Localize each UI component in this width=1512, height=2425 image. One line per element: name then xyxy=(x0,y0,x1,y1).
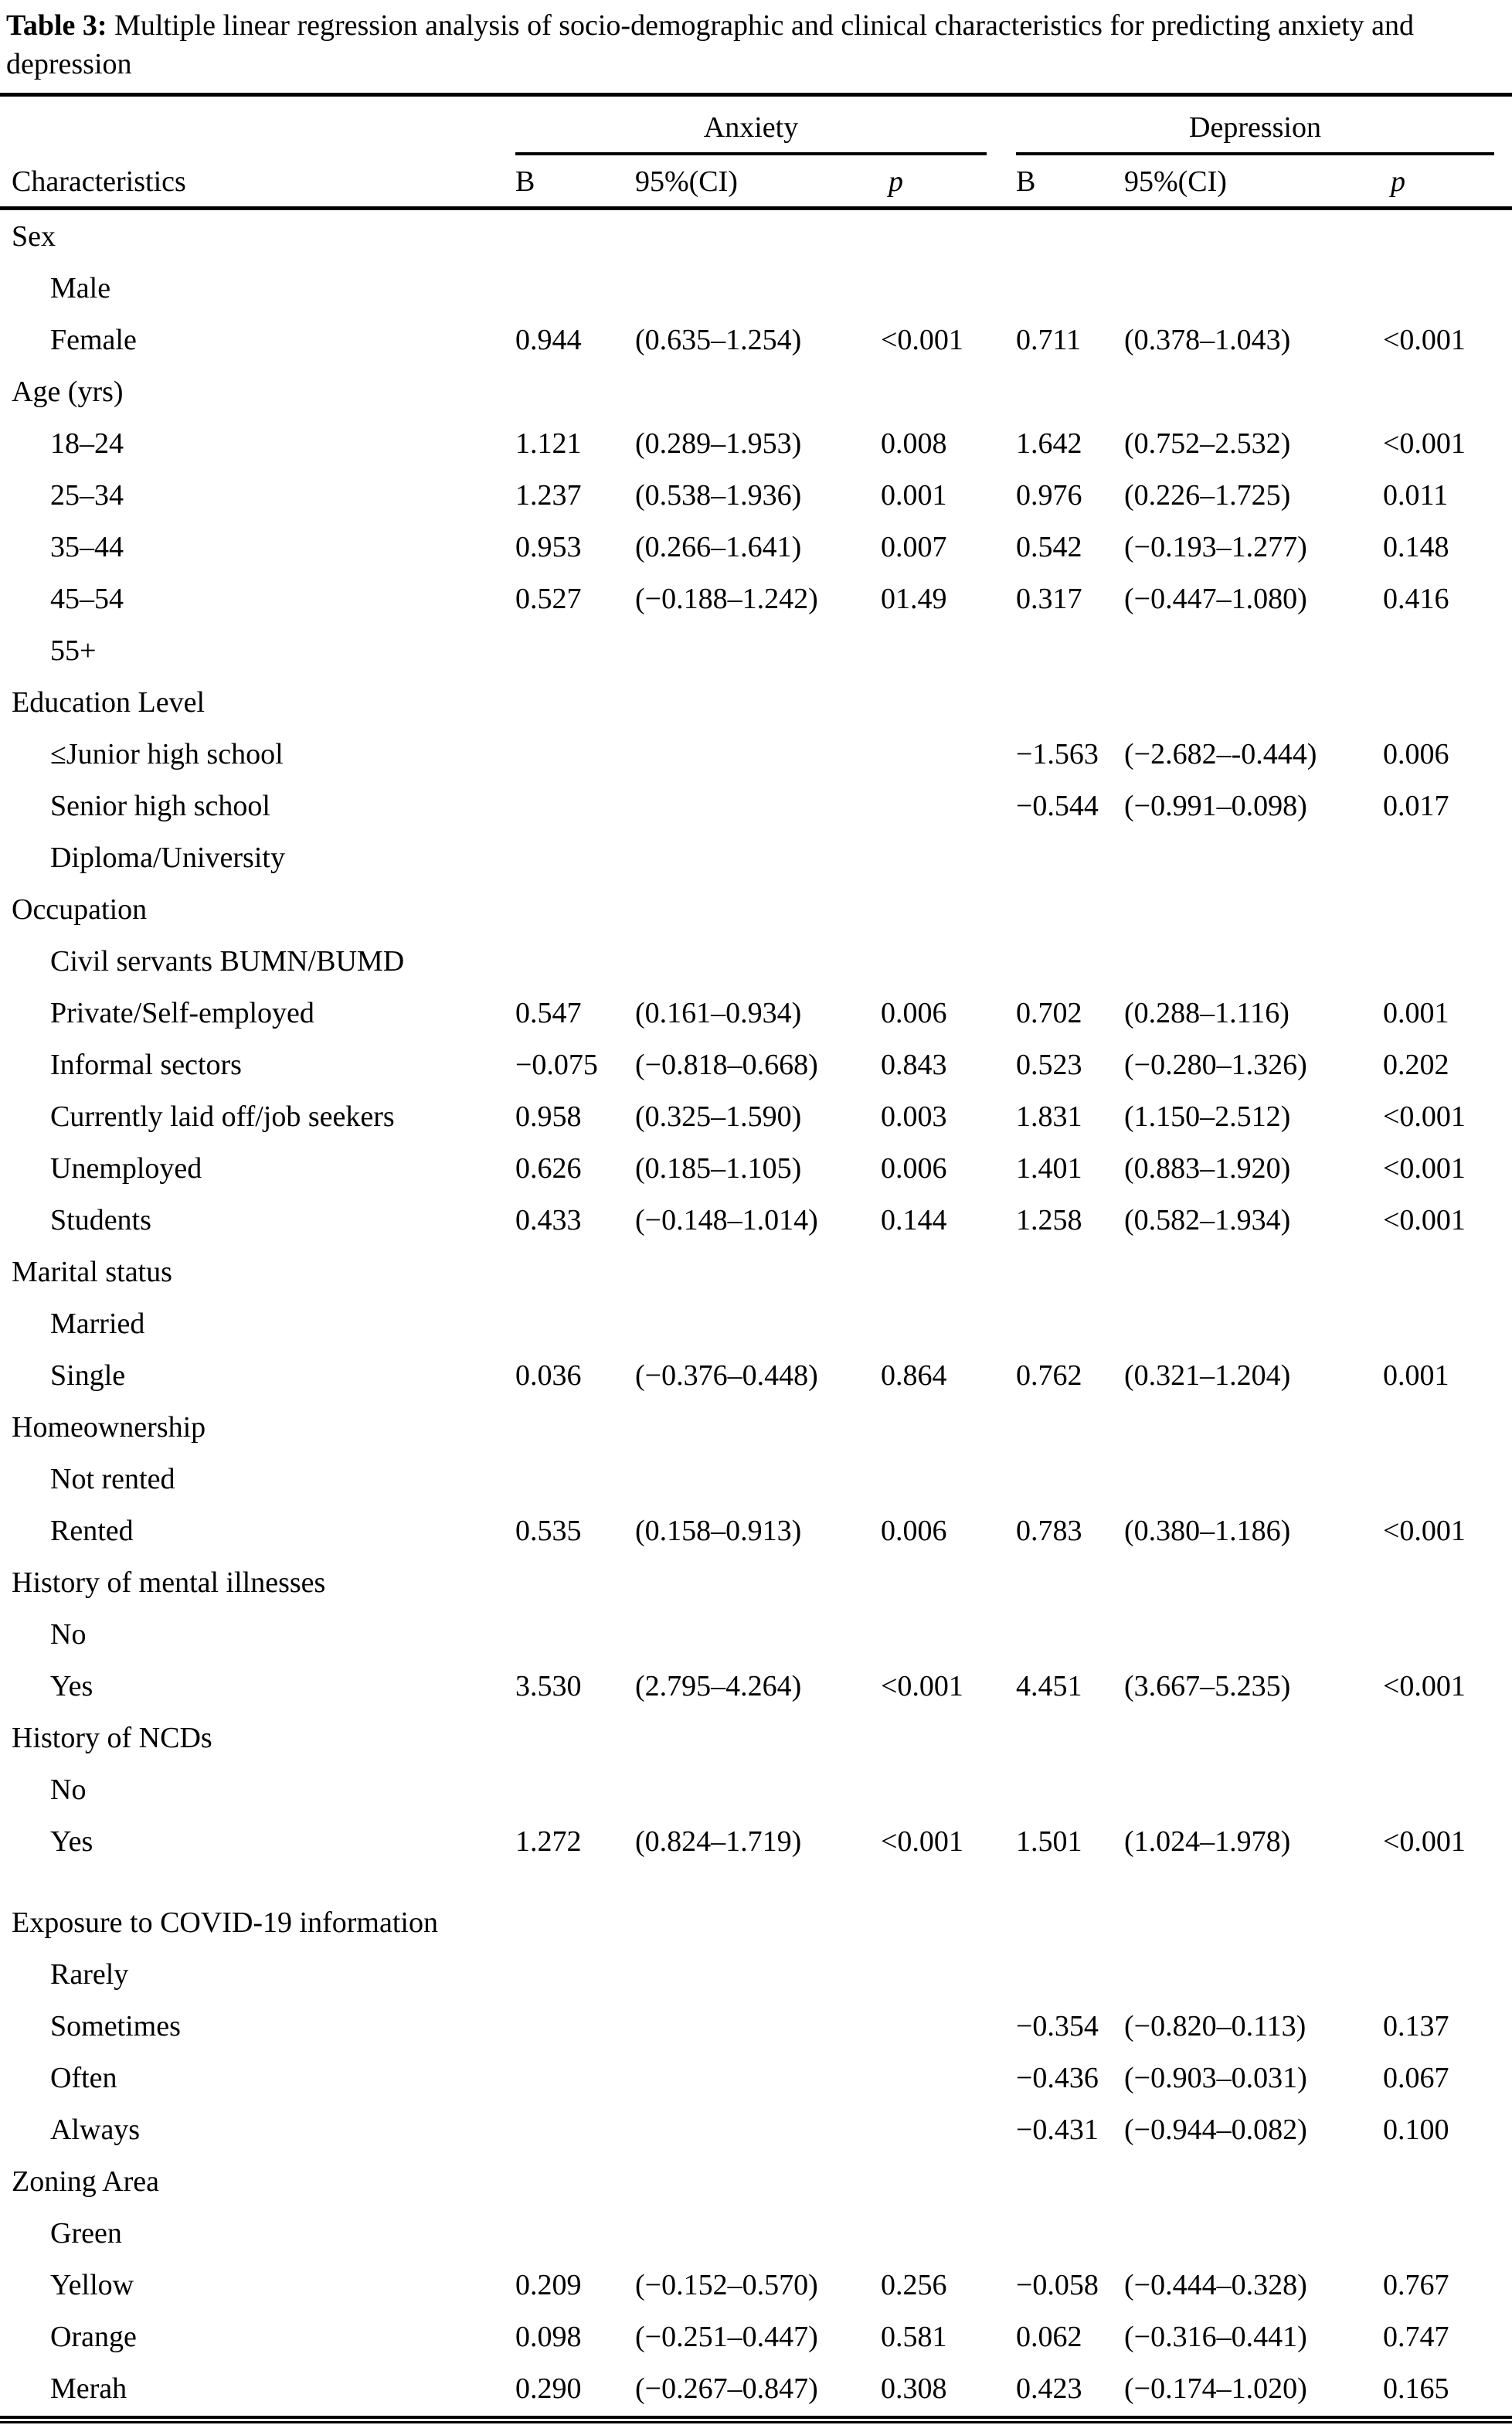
depression-p-value: <0.001 xyxy=(1383,427,1466,460)
table-caption-text: Multiple linear regression analysis of socio-demographic and clinical characteristics for predicting anxiety and depression xyxy=(6,9,1415,80)
table-row xyxy=(0,521,1512,573)
depression-p-value: <0.001 xyxy=(1383,1514,1466,1547)
row-label: No xyxy=(50,1773,87,1806)
anxiety-p-value: 0.308 xyxy=(881,2372,947,2405)
table-row xyxy=(0,1349,1512,1401)
table-row xyxy=(0,2052,1512,2104)
anxiety-p-value: 0.256 xyxy=(881,2268,947,2301)
depression-group-header xyxy=(1016,97,1512,155)
depression-ci-value: (−0.903–0.031) xyxy=(1124,2061,1307,2094)
anxiety-p-value: 0.144 xyxy=(881,1203,947,1236)
anxiety-ci-value: (0.635–1.254) xyxy=(635,323,802,356)
anxiety-ci-value: (0.325–1.590) xyxy=(635,1100,802,1133)
anxiety-p-column-header: p xyxy=(889,165,903,198)
depression-p-value: 0.202 xyxy=(1383,1048,1449,1081)
anxiety-p-value: 0.864 xyxy=(881,1359,947,1392)
depression-p-value: 0.747 xyxy=(1383,2320,1449,2353)
anxiety-p-value: <0.001 xyxy=(881,1825,963,1858)
depression-ci-value: (1.024–1.978) xyxy=(1124,1825,1291,1858)
table-row xyxy=(0,1660,1512,1712)
depression-b-value: 0.542 xyxy=(1016,530,1082,563)
table-row xyxy=(0,1763,1512,1815)
row-label: Yellow xyxy=(50,2268,134,2301)
anxiety-b-value: 0.209 xyxy=(515,2268,582,2301)
anxiety-ci-column-header: 95%(CI) xyxy=(635,165,738,198)
depression-p-value: 0.100 xyxy=(1383,2113,1449,2146)
depression-b-value: 1.642 xyxy=(1016,427,1082,460)
table-row xyxy=(0,2104,1512,2155)
depression-group-label: Depression xyxy=(1016,111,1494,155)
table-row xyxy=(0,1948,1512,2000)
depression-b-value: 0.783 xyxy=(1016,1514,1082,1547)
table-row xyxy=(0,469,1512,521)
anxiety-p-value: 0.006 xyxy=(881,1514,947,1547)
depression-ci-value: (−0.447–1.080) xyxy=(1124,582,1307,615)
anxiety-b-value: 0.535 xyxy=(515,1514,582,1547)
table-row xyxy=(0,2311,1512,2362)
depression-b-value: 1.831 xyxy=(1016,1100,1082,1133)
row-label: 35–44 xyxy=(50,530,124,563)
anxiety-ci-value: (0.266–1.641) xyxy=(635,530,802,563)
depression-p-value: <0.001 xyxy=(1383,1203,1466,1236)
table-row xyxy=(0,1401,1512,1453)
depression-ci-value: (−0.444–0.328) xyxy=(1124,2268,1307,2301)
depression-ci-value: (0.883–1.920) xyxy=(1124,1151,1291,1185)
depression-ci-value: (0.378–1.043) xyxy=(1124,323,1291,356)
table-body xyxy=(0,210,1512,2414)
depression-p-value: 0.767 xyxy=(1383,2268,1449,2301)
table-row xyxy=(0,832,1512,883)
anxiety-ci-value: (−0.818–0.668) xyxy=(635,1048,818,1081)
anxiety-p-value: 0.003 xyxy=(881,1100,947,1133)
anxiety-b-value: 0.953 xyxy=(515,530,582,563)
table-row xyxy=(0,1896,1512,1948)
anxiety-b-value: 0.626 xyxy=(515,1151,582,1185)
row-label: Civil servants BUMN/BUMD xyxy=(50,944,405,978)
depression-b-value: 1.501 xyxy=(1016,1825,1082,1858)
anxiety-p-value: 0.006 xyxy=(881,996,947,1029)
table-row xyxy=(0,314,1512,366)
table-row xyxy=(0,1039,1512,1090)
row-label: Not rented xyxy=(50,1462,175,1495)
row-label: Married xyxy=(50,1307,145,1340)
table-row xyxy=(0,1298,1512,1349)
row-label: Occupation xyxy=(12,893,148,926)
characteristics-column-header: Characteristics xyxy=(12,165,186,198)
anxiety-ci-value: (2.795–4.264) xyxy=(635,1669,802,1702)
table-row xyxy=(0,1815,1512,1867)
row-label: Female xyxy=(50,323,137,356)
depression-b-value: 0.762 xyxy=(1016,1359,1082,1392)
row-label: History of mental illnesses xyxy=(12,1566,326,1599)
table-bottom-rule xyxy=(0,2416,1512,2423)
depression-b-value: 0.976 xyxy=(1016,478,1082,512)
anxiety-p-value: 0.001 xyxy=(881,478,947,512)
depression-p-value: <0.001 xyxy=(1383,323,1466,356)
row-label: Informal sectors xyxy=(50,1048,242,1081)
depression-b-value: 0.317 xyxy=(1016,582,1082,615)
row-label: 25–34 xyxy=(50,478,124,512)
row-label: Orange xyxy=(50,2320,137,2353)
table-row xyxy=(0,2259,1512,2311)
depression-b-value: −1.563 xyxy=(1016,737,1099,770)
row-label: Rarely xyxy=(50,1957,129,1991)
anxiety-ci-value: (0.161–0.934) xyxy=(635,996,802,1029)
row-label: Green xyxy=(50,2216,122,2250)
depression-b-value: 0.423 xyxy=(1016,2372,1082,2405)
depression-b-value: −0.058 xyxy=(1016,2268,1099,2301)
depression-p-value: 0.165 xyxy=(1383,2372,1449,2405)
row-label: 18–24 xyxy=(50,427,124,460)
row-label: Education Level xyxy=(12,685,206,719)
row-label: Merah xyxy=(50,2372,127,2405)
table-row xyxy=(0,366,1512,417)
depression-ci-value: (−0.991–0.098) xyxy=(1124,789,1307,822)
depression-p-value: 0.148 xyxy=(1383,530,1449,563)
row-label: Unemployed xyxy=(50,1151,202,1185)
row-label: Private/Self-employed xyxy=(50,996,314,1029)
anxiety-b-value: 0.036 xyxy=(515,1359,582,1392)
group-header-spacer xyxy=(12,97,515,155)
depression-b-value: 0.702 xyxy=(1016,996,1082,1029)
row-label: Often xyxy=(50,2061,117,2094)
depression-p-value: 0.001 xyxy=(1383,1359,1449,1392)
anxiety-ci-value: (−0.188–1.242) xyxy=(635,582,818,615)
anxiety-group-header xyxy=(515,97,1016,155)
depression-ci-value: (0.582–1.934) xyxy=(1124,1203,1291,1236)
anxiety-b-value: 0.098 xyxy=(515,2320,582,2353)
row-label: Currently laid off/job seekers xyxy=(50,1100,395,1133)
depression-ci-value: (−0.820–0.113) xyxy=(1124,2009,1306,2042)
row-label: 55+ xyxy=(50,634,97,667)
anxiety-p-value: 0.006 xyxy=(881,1151,947,1185)
depression-b-value: 4.451 xyxy=(1016,1669,1082,1702)
depression-p-value: 0.017 xyxy=(1383,789,1449,822)
row-label: Male xyxy=(50,271,111,304)
anxiety-b-value: 1.237 xyxy=(515,478,582,512)
depression-ci-value: (0.288–1.116) xyxy=(1124,996,1289,1029)
row-label: Students xyxy=(50,1203,151,1236)
row-label: Rented xyxy=(50,1514,134,1547)
anxiety-b-value: 1.121 xyxy=(515,427,582,460)
table-row xyxy=(0,1194,1512,1246)
table-row xyxy=(0,1090,1512,1142)
table-column-header-row xyxy=(0,155,1512,210)
anxiety-p-value: 0.008 xyxy=(881,427,947,460)
depression-b-value: −0.431 xyxy=(1016,2113,1099,2146)
table-row xyxy=(0,2155,1512,2207)
depression-p-value: 0.416 xyxy=(1383,582,1449,615)
table-caption-label: Table 3: xyxy=(6,9,107,42)
depression-p-value: 0.011 xyxy=(1383,478,1449,512)
row-label: Age (yrs) xyxy=(12,375,124,408)
anxiety-b-value: −0.075 xyxy=(515,1048,598,1081)
row-label: ≤Junior high school xyxy=(50,737,284,770)
anxiety-b-value: 0.944 xyxy=(515,323,582,356)
anxiety-p-value: 0.007 xyxy=(881,530,947,563)
table-row xyxy=(0,676,1512,728)
anxiety-ci-value: (−0.152–0.570) xyxy=(635,2268,818,2301)
table-row xyxy=(0,1712,1512,1763)
depression-ci-value: (−0.193–1.277) xyxy=(1124,530,1307,563)
row-label: Diploma/University xyxy=(50,841,285,874)
row-label: Senior high school xyxy=(50,789,270,822)
row-label: Marital status xyxy=(12,1255,172,1288)
anxiety-p-value: <0.001 xyxy=(881,1669,963,1702)
anxiety-group-label: Anxiety xyxy=(515,111,987,155)
table-row xyxy=(0,573,1512,624)
row-label: Zoning Area xyxy=(12,2165,160,2198)
table-row xyxy=(0,210,1512,262)
depression-p-value: <0.001 xyxy=(1383,1825,1466,1858)
depression-p-value: 0.067 xyxy=(1383,2061,1449,2094)
anxiety-p-value: 0.843 xyxy=(881,1048,947,1081)
depression-p-value: <0.001 xyxy=(1383,1100,1466,1133)
table-row xyxy=(0,728,1512,780)
anxiety-p-value: <0.001 xyxy=(881,323,963,356)
depression-p-value: <0.001 xyxy=(1383,1669,1466,1702)
row-label: Sex xyxy=(12,219,56,253)
row-label: No xyxy=(50,1617,87,1651)
row-label: Always xyxy=(50,2113,141,2146)
table-row xyxy=(0,1453,1512,1505)
anxiety-b-value: 0.433 xyxy=(515,1203,582,1236)
anxiety-ci-value: (−0.376–0.448) xyxy=(635,1359,818,1392)
table-row xyxy=(0,2207,1512,2259)
row-label: Single xyxy=(50,1359,126,1392)
depression-b-value: −0.436 xyxy=(1016,2061,1099,2094)
table-row xyxy=(0,417,1512,469)
anxiety-ci-value: (−0.267–0.847) xyxy=(635,2372,818,2405)
row-label: 45–54 xyxy=(50,582,124,615)
table-row xyxy=(0,935,1512,987)
depression-ci-column-header: 95%(CI) xyxy=(1124,165,1227,198)
depression-b-value: 0.711 xyxy=(1016,323,1082,356)
table-row xyxy=(0,2362,1512,2414)
table-row xyxy=(0,2000,1512,2052)
anxiety-ci-value: (0.158–0.913) xyxy=(635,1514,802,1547)
anxiety-b-value: 0.290 xyxy=(515,2372,582,2405)
anxiety-b-value: 3.530 xyxy=(515,1669,582,1702)
anxiety-b-value: 0.527 xyxy=(515,582,582,615)
depression-ci-value: (0.321–1.204) xyxy=(1124,1359,1291,1392)
depression-ci-value: (3.667–5.235) xyxy=(1124,1669,1291,1702)
anxiety-ci-value: (−0.251–0.447) xyxy=(635,2320,818,2353)
depression-b-value: 1.401 xyxy=(1016,1151,1082,1185)
anxiety-p-value: 0.581 xyxy=(881,2320,947,2353)
table-row xyxy=(0,1246,1512,1298)
table-row xyxy=(0,780,1512,832)
depression-ci-value: (−0.316–0.441) xyxy=(1124,2320,1307,2353)
row-label: Yes xyxy=(50,1825,93,1858)
row-label: History of NCDs xyxy=(12,1721,212,1754)
depression-ci-value: (−2.682–-0.444) xyxy=(1124,737,1317,770)
anxiety-ci-value: (0.824–1.719) xyxy=(635,1825,802,1858)
depression-ci-value: (−0.280–1.326) xyxy=(1124,1048,1307,1081)
table-row xyxy=(0,987,1512,1039)
table-row xyxy=(0,262,1512,314)
table-row xyxy=(0,1142,1512,1194)
depression-b-value: 0.523 xyxy=(1016,1048,1082,1081)
depression-p-value: 0.137 xyxy=(1383,2009,1449,2042)
depression-b-value: 0.062 xyxy=(1016,2320,1082,2353)
table-row xyxy=(0,1556,1512,1608)
depression-b-value: 1.258 xyxy=(1016,1203,1082,1236)
row-label: Exposure to COVID-19 information xyxy=(12,1906,438,1939)
depression-b-value: −0.544 xyxy=(1016,789,1099,822)
anxiety-p-value: 01.49 xyxy=(881,582,947,615)
depression-ci-value: (1.150–2.512) xyxy=(1124,1100,1291,1133)
anxiety-b-value: 0.958 xyxy=(515,1100,582,1133)
row-label: Homeownership xyxy=(12,1410,206,1444)
row-label: Sometimes xyxy=(50,2009,181,2042)
table-row xyxy=(0,1608,1512,1660)
depression-ci-value: (−0.944–0.082) xyxy=(1124,2113,1307,2146)
depression-ci-value: (0.752–2.532) xyxy=(1124,427,1291,460)
table-row xyxy=(0,624,1512,676)
depression-ci-value: (0.380–1.186) xyxy=(1124,1514,1291,1547)
table-row xyxy=(0,883,1512,935)
depression-ci-value: (−0.174–1.020) xyxy=(1124,2372,1307,2405)
depression-b-value: −0.354 xyxy=(1016,2009,1099,2042)
anxiety-ci-value: (0.185–1.105) xyxy=(635,1151,802,1185)
anxiety-b-value: 1.272 xyxy=(515,1825,582,1858)
anxiety-ci-value: (0.538–1.936) xyxy=(635,478,802,512)
table-caption xyxy=(0,0,1512,83)
anxiety-b-column-header: B xyxy=(515,165,535,198)
depression-p-column-header: p xyxy=(1391,165,1405,198)
table-row xyxy=(0,1505,1512,1556)
table-group-header-row xyxy=(0,97,1512,155)
anxiety-ci-value: (0.289–1.953) xyxy=(635,427,802,460)
depression-ci-value: (0.226–1.725) xyxy=(1124,478,1291,512)
depression-p-value: <0.001 xyxy=(1383,1151,1466,1185)
anxiety-b-value: 0.547 xyxy=(515,996,582,1029)
depression-p-value: 0.006 xyxy=(1383,737,1449,770)
depression-b-column-header: B xyxy=(1016,165,1036,198)
row-label: Yes xyxy=(50,1669,93,1702)
anxiety-ci-value: (−0.148–1.014) xyxy=(635,1203,818,1236)
depression-p-value: 0.001 xyxy=(1383,996,1449,1029)
